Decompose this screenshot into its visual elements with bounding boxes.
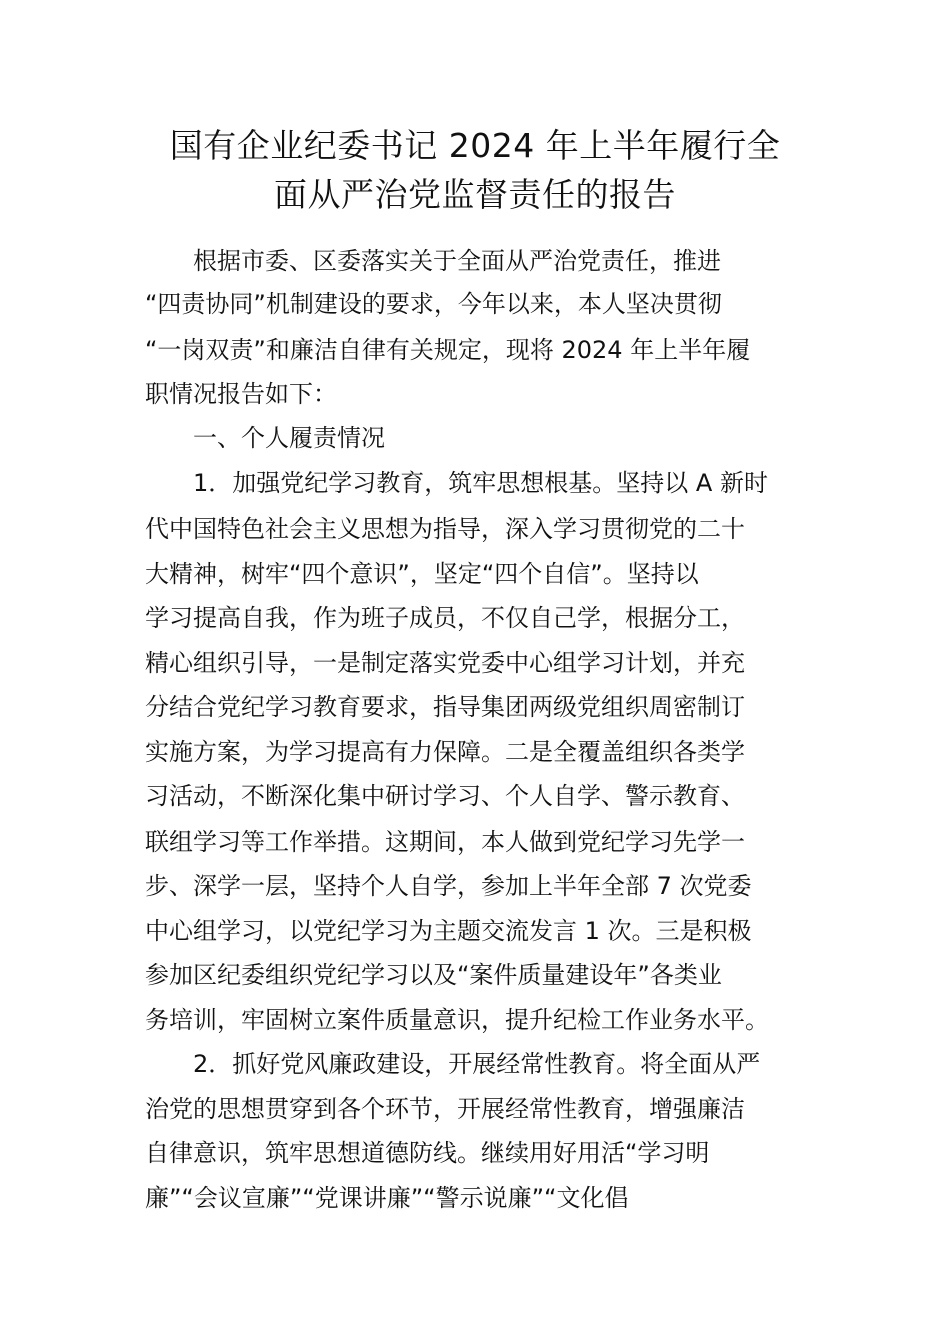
body-line: 务培训，牢固树立案件质量意识，提升纪检工作业务水平。 xyxy=(145,1006,769,1034)
body-line: 大精神，树牢“四个意识”，坚定“四个自信”。坚持以 xyxy=(145,560,699,588)
body-line: 步、深学一层，坚持个人自学，参加上半年全部 7 次党委 xyxy=(145,872,752,900)
body-line: 自律意识，筑牢思想道德防线。继续用好用活“学习明 xyxy=(145,1139,710,1167)
body-line: “四责协同”机制建设的要求，今年以来，本人坚决贯彻 xyxy=(145,290,722,318)
body-line: 1．加强党纪学习教育，筑牢思想根基。坚持以 A 新时 xyxy=(193,469,768,497)
body-line: 职情况报告如下： xyxy=(145,380,337,408)
body-line: 习活动，不断深化集中研讨学习、个人自学、警示教育、 xyxy=(145,782,745,810)
body-line: 廉”“会议宣廉”“党课讲廉”“警示说廉”“文化倡 xyxy=(145,1184,629,1212)
body-line: 参加区纪委组织党纪学习以及“案件质量建设年”各类业 xyxy=(145,961,722,989)
document-title-line-1: 国有企业纪委书记 2024 年上半年履行全 xyxy=(169,126,781,165)
body-line: 代中国特色社会主义思想为指导，深入学习贯彻党的二十 xyxy=(145,515,745,543)
document-title-line-2: 面从严治党监督责任的报告 xyxy=(274,175,676,214)
body-line: 精心组织引导，一是制定落实党委中心组学习计划，并充 xyxy=(145,649,745,677)
section-heading: 一、个人履责情况 xyxy=(193,424,385,452)
body-line: 中心组学习，以党纪学习为主题交流发言 1 次。三是积极 xyxy=(145,917,752,945)
body-line: 2．抓好党风廉政建设，开展经常性教育。将全面从严 xyxy=(193,1050,761,1078)
body-line: 根据市委、区委落实关于全面从严治党责任，推进 xyxy=(193,247,721,275)
body-line: “一岗双责”和廉洁自律有关规定，现将 2024 年上半年履 xyxy=(145,336,751,364)
body-line: 实施方案，为学习提高有力保障。二是全覆盖组织各类学 xyxy=(145,738,745,766)
body-line: 治党的思想贯穿到各个环节，开展经常性教育，增强廉洁 xyxy=(145,1095,745,1123)
body-line: 学习提高自我，作为班子成员，不仅自己学，根据分工， xyxy=(145,604,745,632)
body-line: 联组学习等工作举措。这期间，本人做到党纪学习先学一 xyxy=(145,828,745,856)
body-line: 分结合党纪学习教育要求，指导集团两级党组织周密制订 xyxy=(145,693,745,721)
